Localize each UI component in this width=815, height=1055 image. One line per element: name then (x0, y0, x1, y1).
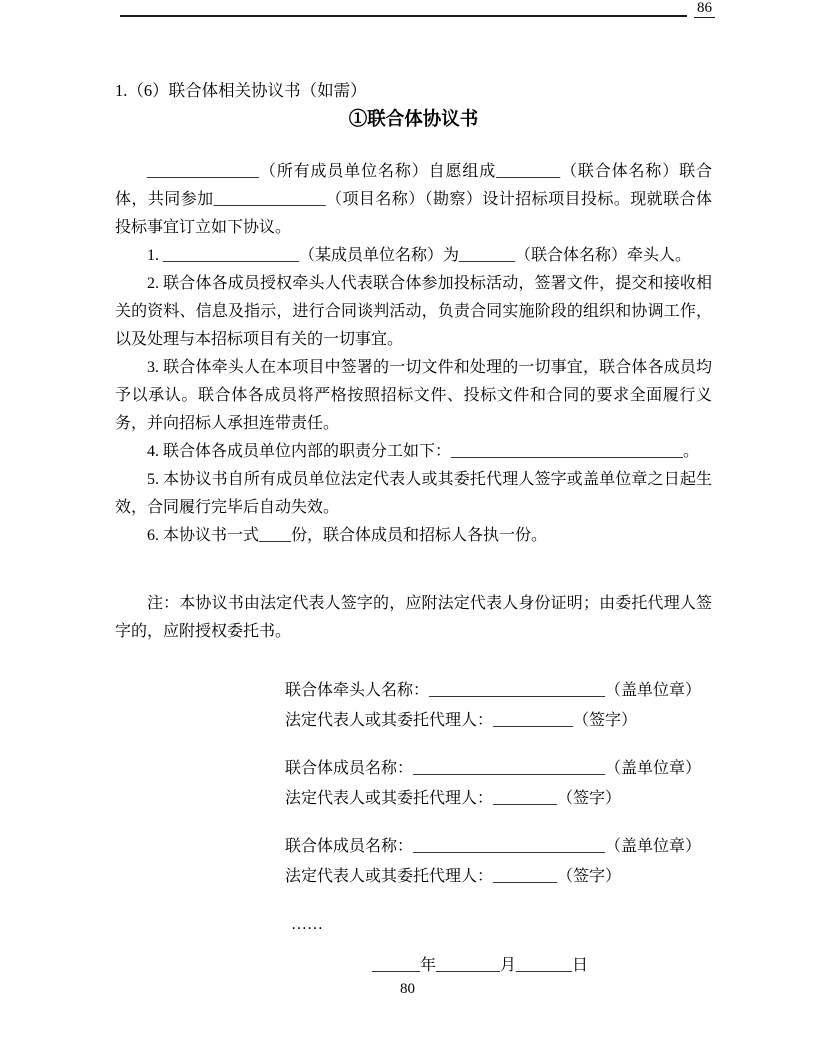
signature-area (115, 676, 712, 940)
lead-name-line: 联合体牵头人名称：______________________（盖单位章） (285, 682, 702, 699)
header-page-number: 86 (694, 0, 715, 18)
signature-block-member-1 (285, 754, 712, 814)
date-line: ______年________月_______日 (372, 957, 589, 974)
document-content (115, 80, 712, 980)
footer-page-number: 80 (400, 981, 415, 997)
member-name-line: 联合体成员名称：________________________（盖单位章） (285, 838, 702, 855)
clause-3: 3. 联合体牵头人在本项目中签署的一切文件和处理的一切事宜，联合体各成员均予以承认。联合体各成员将严格按照招标文件、投标文件和合同的要求全面履行义务，并向招标人承担连带责任。 (115, 359, 712, 432)
clause-1: 1. _________________（某成员单位名称）为_______（联合体名称）牵头人。 (147, 247, 692, 264)
member-representative-line: 法定代表人或其委托代理人：________（签字） (285, 868, 622, 885)
clause-4: 4. 联合体各成员单位内部的职责分工如下：_____________________________。 (147, 443, 700, 460)
clause-2: 2. 联合体各成员授权牵头人代表联合体参加投标活动，签署文件，提交和接收相关的资料、信息及指示，进行合同谈判活动，负责合同实施阶段的组织和协调工作，以及处理与本招标项目有关的一切事宜。 (115, 275, 712, 348)
note-paragraph: 注：本协议书由法定代表人签字的，应附法定代表人身份证明；由委托代理人签字的，应附授权委托书。 (115, 595, 712, 640)
lead-representative-line: 法定代表人或其委托代理人：__________（签字） (285, 712, 638, 729)
agreement-body (115, 158, 712, 550)
header-divider (120, 15, 687, 17)
signature-block-lead (285, 676, 712, 736)
section-heading: 1.（6）联合体相关协议书（如需） (115, 81, 367, 100)
document-title: ①联合体协议书 (348, 110, 479, 130)
signature-block-member-2 (285, 832, 712, 892)
more-members-ellipsis: …… (291, 916, 323, 933)
clause-6: 6. 本协议书一式____份，联合体成员和招标人各执一份。 (147, 527, 548, 544)
member-representative-line: 法定代表人或其委托代理人：________（签字） (285, 790, 622, 807)
intro-paragraph: ______________（所有成员单位名称）自愿组成________（联合体名称）联合体，共同参加______________（项目名称）（勘察）设计招标项目投标。现就联合体投标事宜订立如下协议。 (115, 163, 712, 236)
member-name-line: 联合体成员名称：________________________（盖单位章） (285, 760, 702, 777)
clause-5: 5. 本协议书自所有成员单位法定代表人或其委托代理人签字或盖单位章之日起生效，合同履行完毕后自动失效。 (115, 471, 712, 516)
